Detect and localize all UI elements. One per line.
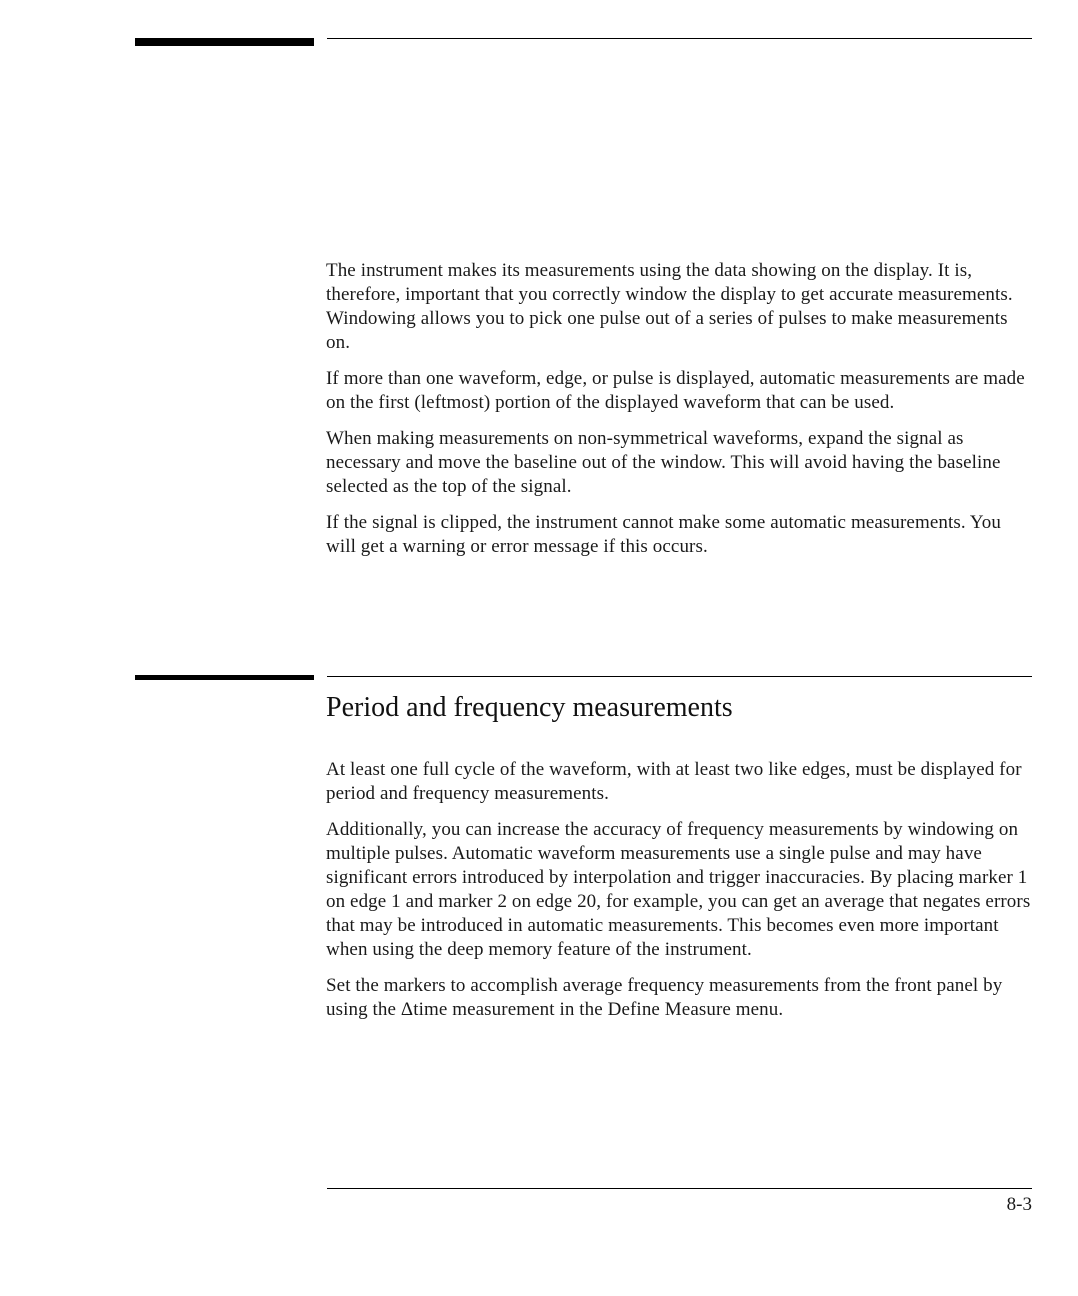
section-thin-rule bbox=[327, 676, 1032, 677]
page-number: 8-3 bbox=[1006, 1194, 1032, 1215]
top-thick-rule bbox=[135, 38, 314, 46]
top-thin-rule bbox=[327, 38, 1032, 39]
footer-rule bbox=[327, 1188, 1032, 1189]
section-heading: Period and frequency measurements bbox=[326, 692, 733, 723]
section-text bbox=[326, 758, 1032, 1034]
section-paragraph-2: Additionally, you can increase the accuracy of frequency measurements by windowing on multiple pulses. Automatic waveform measurements use a single pulse and may have significant errors introduced by interpolation and trigger inaccuracies. By placing marker 1 on edge 1 and marker 2 on edge 20, for example, you can get an average that negates errors that may be introduced in automatic measurements. This becomes even more important when using the deep memory feature of the instrument. bbox=[326, 819, 1031, 960]
section-paragraph-3: Set the markers to accomplish average frequency measurements from the front panel by using the Δtime measurement in the Define Measure menu. bbox=[326, 975, 1003, 1020]
intro-paragraph-3: When making measurements on non-symmetrical waveforms, expand the signal as necessary and move the baseline out of the window. This will avoid having the baseline selected as the top of the signal. bbox=[326, 428, 1001, 497]
section-thick-rule bbox=[135, 675, 314, 680]
intro-paragraph-1: The instrument makes its measurements using the data showing on the display. It is, therefore, important that you correctly window the display to get accurate measurements. Windowing allows you to pick one pulse out of a series of pulses to make measurements on. bbox=[326, 260, 1013, 353]
intro-paragraph-4: If the signal is clipped, the instrument cannot make some automatic measurements. You will get a warning or error message if this occurs. bbox=[326, 512, 1001, 557]
section-paragraph-1: At least one full cycle of the waveform, with at least two like edges, must be displayed for period and frequency measurements. bbox=[326, 759, 1022, 804]
intro-paragraph-2: If more than one waveform, edge, or pulse is displayed, automatic measurements are made on the first (leftmost) portion of the displayed waveform that can be used. bbox=[326, 368, 1025, 413]
intro-text bbox=[326, 259, 1032, 571]
